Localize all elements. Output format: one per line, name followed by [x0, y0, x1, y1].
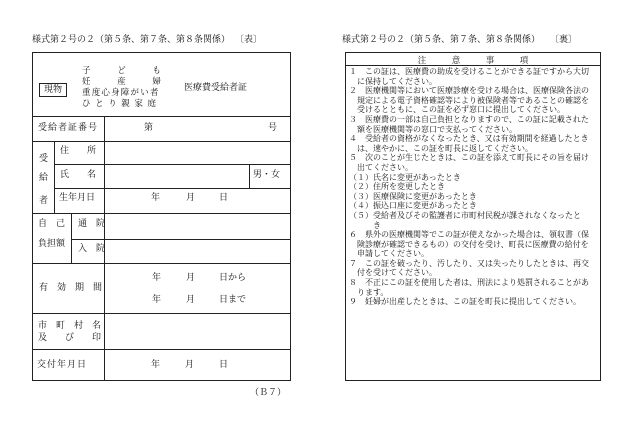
category-single-parent: ひとり親家庭 — [82, 99, 161, 109]
note-line: （３）医療保険に変更があったとき — [349, 191, 477, 201]
note-line: 額を医療機関等の窓口で支払ってください。 — [349, 124, 517, 134]
valid-from-month: 月 — [186, 273, 196, 283]
note-line: 規定による電子資格確認等により被保険者等であることの確認を — [349, 95, 589, 105]
note-line: 付を受けてください。 — [349, 268, 437, 278]
inpatient-label: 入 院 — [78, 244, 106, 254]
notes-list — [349, 67, 599, 307]
category-pregnant: 妊 産 婦 — [82, 77, 162, 87]
recipient-number-label: 受給者証番号 — [38, 123, 99, 133]
note-line: は、速やかに、この証を町長に返してください。 — [349, 143, 533, 153]
sex-label: 男・女 — [253, 170, 281, 180]
note-line: ２ 医療機関等において医療診療を受ける場合は、医療保険各法の — [349, 86, 589, 96]
note-line: （２）住所を変更したとき — [349, 182, 445, 192]
genbutsu-box — [39, 83, 67, 97]
back-side-label: 〔裏〕 — [550, 35, 578, 45]
note-line: 受けるとともに、この証を必ず窓口に提出してください。 — [349, 105, 565, 115]
copay-label-bottom: 負担額 — [38, 239, 66, 249]
note-line: ８ 不正にこの証を使用した者は、刑法により処罰されることがあ — [349, 278, 589, 288]
validity-label: 有 効 期 間 — [39, 283, 103, 293]
valid-from-suffix: 日から — [219, 273, 247, 283]
note-line: き — [349, 220, 381, 230]
note-line: 険診療が確認できるもの）の交付を受け、町長に医療費の給付を — [349, 239, 589, 249]
birth-month: 月 — [186, 193, 196, 203]
birthdate-label: 生年月日 — [59, 193, 96, 203]
category-disabled: 重度心身障がい者 — [82, 88, 160, 98]
recipient-char-1: 受 — [39, 154, 49, 164]
number-suffix: 号 — [268, 123, 278, 133]
recipient-char-3: 者 — [39, 196, 49, 206]
note-line: ６ 県外の医療機関等でこの証が使えなかった場合は、領収書（保 — [349, 230, 589, 240]
note-line: に保持してください。 — [349, 76, 437, 86]
birth-day: 日 — [219, 193, 229, 203]
category-child: 子 ど も — [82, 66, 162, 76]
recipient-char-2: 給 — [39, 173, 49, 183]
issue-month: 月 — [185, 360, 195, 370]
issue-date-label: 交付年月日 — [37, 360, 88, 370]
note-line: （１）氏名に変更があったとき — [349, 172, 461, 182]
valid-to-suffix: 日まで — [219, 295, 247, 305]
note-line: （５）受給者及びその監護者に市町村民税が課されなくなったと — [349, 210, 581, 220]
valid-from-year: 年 — [152, 273, 162, 283]
municipality-label: 市 町 村 名 — [38, 321, 102, 331]
notes-title: 注 意 事 項 — [417, 56, 529, 66]
issue-day: 日 — [219, 360, 229, 370]
number-prefix: 第 — [144, 123, 154, 133]
seal-label: 及 び 印 — [38, 333, 102, 343]
name-label: 氏 名 — [60, 170, 97, 180]
front-form-number: 様式第２号の２（第５条、第７条、第８条関係） — [32, 35, 231, 45]
genbutsu-label: 現物 — [43, 85, 62, 95]
back-card — [345, 52, 601, 381]
front-side-label: 〔表〕 — [235, 35, 263, 45]
note-line: ４ 受給者の資格がなくなったとき、又は有効期間を経過したとき — [349, 134, 589, 144]
paper-size-label: （Ｂ７） — [250, 388, 287, 398]
note-line: ７ この証を破ったり、汚したり、又は失ったりしたときは、再交 — [349, 258, 589, 268]
note-line: （４）振込口座に変更があったとき — [349, 201, 477, 211]
address-label: 住 所 — [60, 146, 97, 156]
birth-year: 年 — [151, 193, 161, 203]
note-line: 出てください。 — [349, 162, 413, 172]
valid-to-month: 月 — [186, 295, 196, 305]
valid-to-year: 年 — [152, 295, 162, 305]
cert-title: 医療費受給者証 — [184, 83, 248, 93]
note-line: ９ 妊婦が出産したときは、この証を町長に提出してください。 — [349, 297, 581, 307]
outpatient-label: 通 院 — [78, 219, 106, 229]
copay-label-top: 自 己 — [38, 219, 66, 229]
front-card — [32, 52, 291, 381]
note-line: ３ 医療費の一部は自己負担となりますので、この証に記載された — [349, 114, 589, 124]
back-form-number: 様式第２号の２（第５条、第７条、第８条関係） — [342, 35, 541, 45]
note-line: ります。 — [349, 287, 389, 297]
issue-year: 年 — [151, 360, 161, 370]
note-line: 申請してください。 — [349, 249, 429, 259]
note-line: ５ 次のことが生じたときは、この証を添えて町長にその旨を届け — [349, 153, 589, 163]
note-line: １ この証は、医療費の助成を受けることができる証ですから大切 — [349, 67, 589, 76]
